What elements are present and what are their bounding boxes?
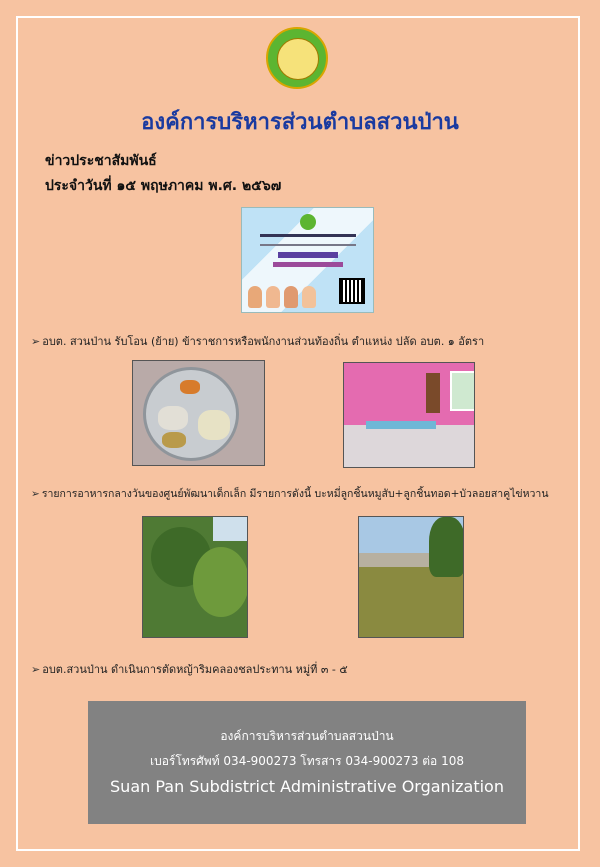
seal-emblem [277, 38, 319, 80]
footer-english-name: Suan Pan Subdistrict Administrative Organization [110, 777, 504, 796]
poster-logo [300, 214, 316, 230]
classroom-photo [343, 362, 475, 468]
organization-seal [266, 27, 328, 89]
footer-phone: เบอร์โทรศัพท์ 034-900273 โทรสาร 034-900273 ต่อ 108 [150, 754, 464, 768]
pr-label: ข่าวประชาสัมพันธ์ [45, 153, 157, 169]
arrow-bullet-icon: ➢ [31, 488, 40, 500]
date-label: ประจำวันที่ ๑๕ พฤษภาคม พ.ศ. ๒๕๖๗ [45, 178, 282, 194]
arrow-bullet-icon: ➢ [31, 663, 41, 676]
news-item-3 [31, 660, 348, 678]
grass-cutting-photo-1 [142, 516, 248, 638]
lunch-photo [132, 360, 265, 466]
recruitment-poster-image [241, 207, 374, 313]
arrow-bullet-icon: ➢ [31, 335, 41, 348]
qr-code [339, 278, 365, 304]
news-item-2 [31, 485, 549, 502]
food-tray [143, 367, 239, 461]
news-item-1 [31, 332, 484, 350]
news-caption: รายการอาหารกลางวันของศูนย์พัฒนาเด็กเล็ก มีรายการดังนี้ บะหมี่ลูกชิ้นหมูสับ+ลูกชิ้นทอด+บัวลอยสาคูไข่หวาน [41, 488, 549, 500]
footer-org-name: องค์การบริหารส่วนตำบลสวนป่าน [220, 729, 394, 743]
news-caption: อบต. สวนป่าน รับโอน (ย้าย) ข้าราชการหรือพนักงานส่วนท้องถิ่น ตำแหน่ง ปลัด อบต. ๑ อัตรา [42, 335, 485, 348]
organization-title: องค์การบริหารส่วนตำบลสวนป่าน [141, 110, 459, 135]
contact-footer [88, 701, 526, 824]
news-caption: อบต.สวนป่าน ดำเนินการตัดหญ้าริมคลองชลประทาน หมู่ที่ ๓ - ๕ [42, 663, 348, 676]
grass-cutting-photo-2 [358, 516, 464, 638]
